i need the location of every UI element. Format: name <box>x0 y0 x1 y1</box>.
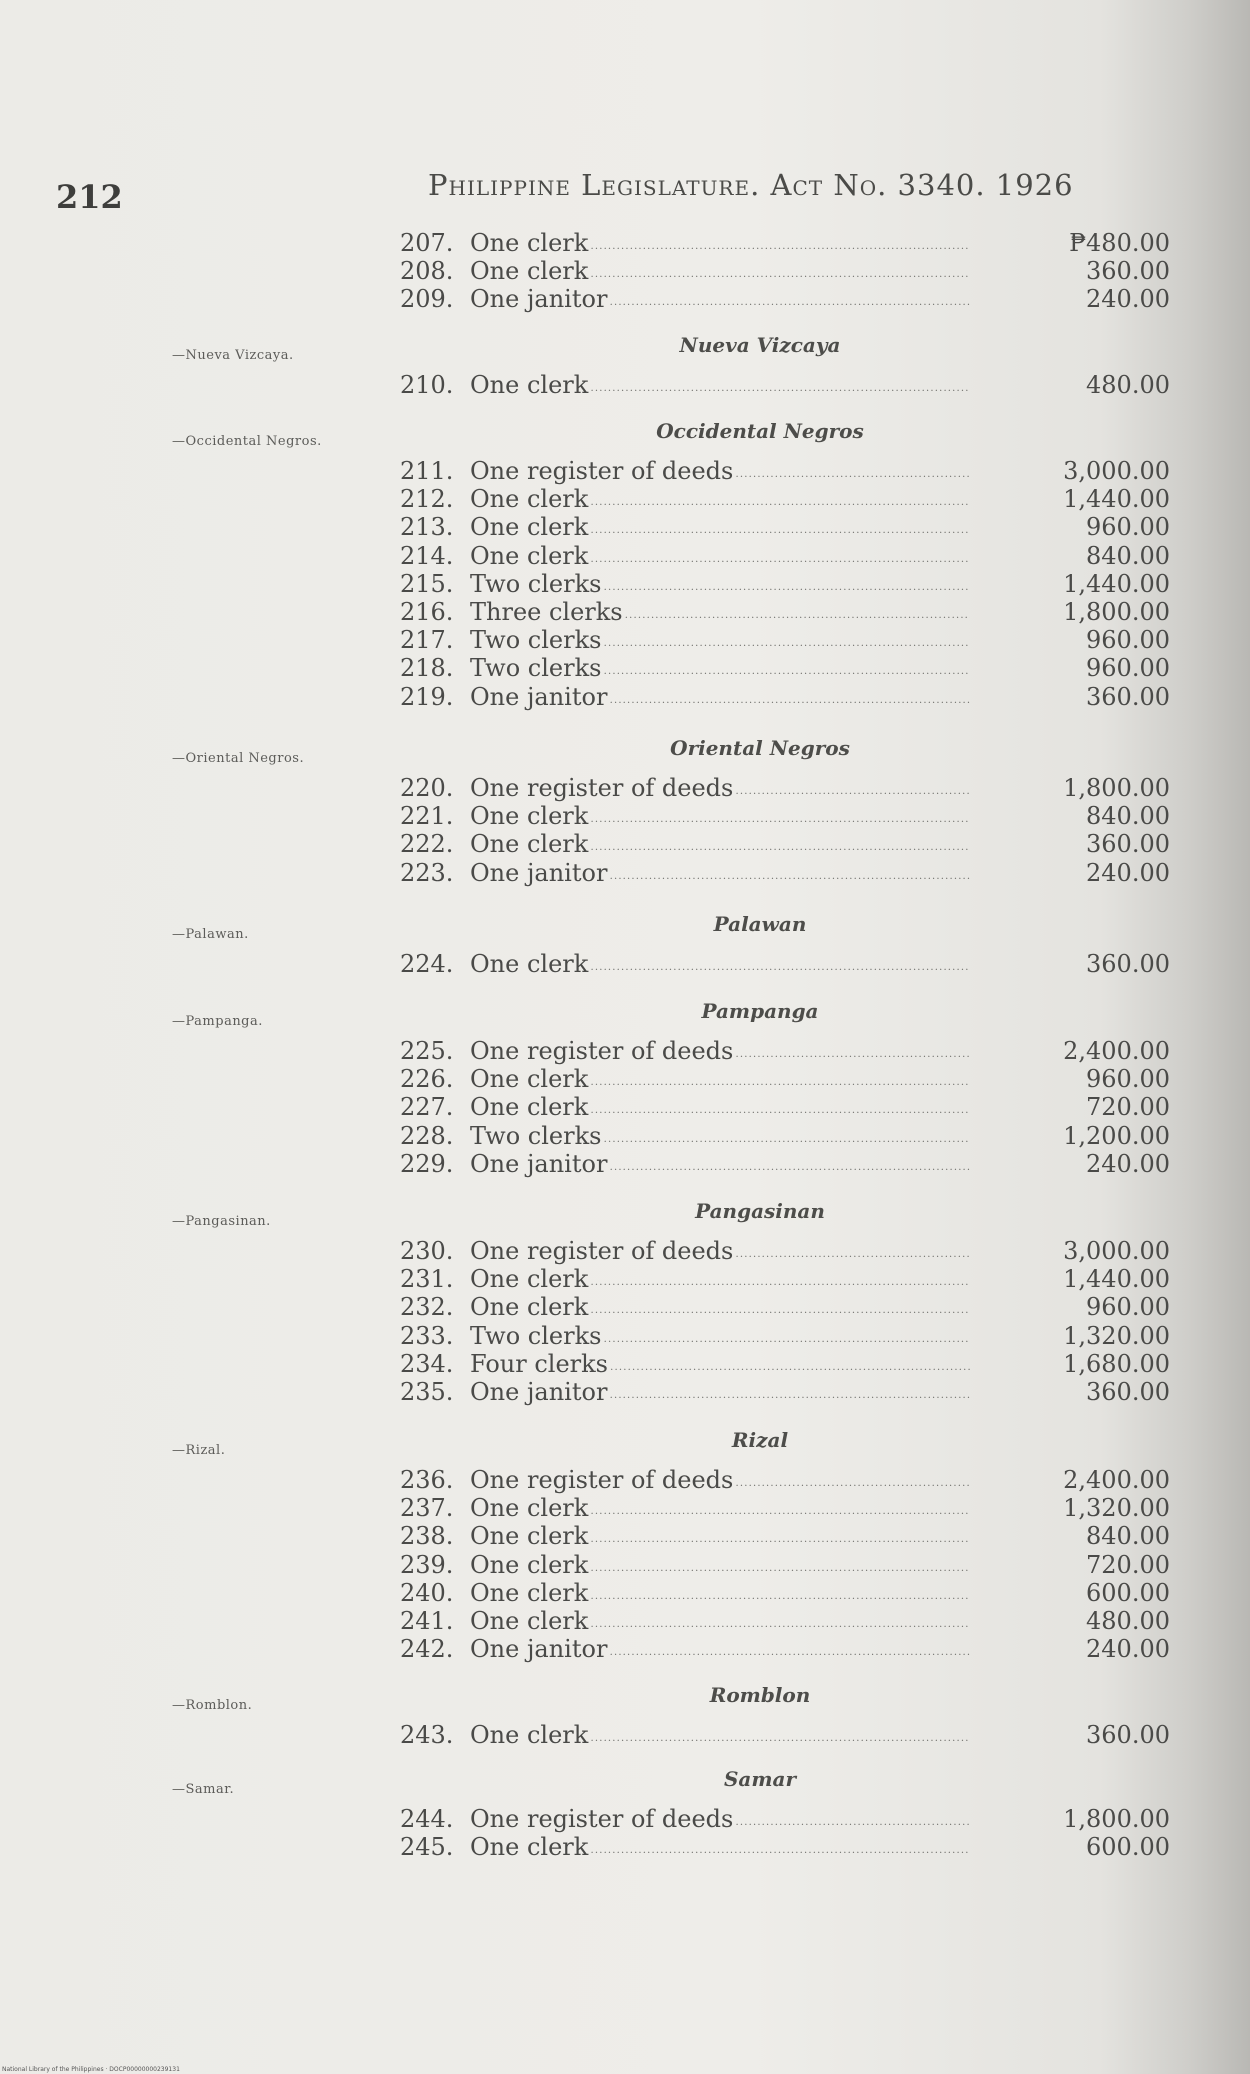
item-amount: 1,680.00 <box>1063 1349 1170 1378</box>
section-heading: Pampanga <box>701 999 819 1023</box>
line-item <box>400 830 1170 858</box>
line-item <box>400 1293 1170 1321</box>
item-number: 223. <box>400 858 454 887</box>
item-amount: 1,440.00 <box>1063 569 1170 598</box>
line-item <box>400 1466 1170 1494</box>
margin-note: —Samar. <box>172 1782 235 1797</box>
line-item <box>400 1350 1170 1378</box>
item-description: Two clerks . . . <box>470 570 970 602</box>
line-item <box>400 1378 1170 1406</box>
item-description: Two clerks . . . <box>470 654 970 686</box>
item-amount: 840.00 <box>1086 541 1170 570</box>
item-description: Three clerks . . . <box>470 598 970 630</box>
line-item <box>400 513 1170 541</box>
line-item <box>400 950 1170 978</box>
item-amount: 2,400.00 <box>1063 1037 1170 1065</box>
item-amount: 600.00 <box>1086 1578 1170 1607</box>
item-amount: 1,800.00 <box>1063 774 1170 802</box>
item-number: 224. <box>400 950 454 978</box>
item-number: 243. <box>400 1721 454 1749</box>
item-description: One clerk . . . <box>470 1494 970 1526</box>
item-number: 225. <box>400 1037 454 1065</box>
item-description: One clerk . . . <box>470 1293 970 1325</box>
line-item <box>400 598 1170 626</box>
item-description: Two clerks . . . <box>470 626 970 658</box>
item-description: One clerk . . . <box>470 371 970 403</box>
item-amount: 600.00 <box>1086 1833 1170 1862</box>
item-description: One clerk . . . <box>470 1833 970 1865</box>
item-number: 239. <box>400 1550 454 1579</box>
item-number: 240. <box>400 1578 454 1607</box>
item-number: 226. <box>400 1065 454 1094</box>
item-number: 238. <box>400 1522 454 1551</box>
item-number: 236. <box>400 1466 454 1494</box>
item-number: 237. <box>400 1494 454 1523</box>
item-description: One register of deeds . . . <box>470 457 970 489</box>
item-number: 218. <box>400 654 454 683</box>
margin-note: —Rizal. <box>172 1443 226 1458</box>
item-amount: 840.00 <box>1086 802 1170 831</box>
line-item <box>400 229 1170 257</box>
item-amount: 960.00 <box>1086 1293 1170 1322</box>
section-heading: Pangasinan <box>695 1199 825 1223</box>
line-item <box>400 654 1170 682</box>
line-item <box>400 1037 1170 1065</box>
item-amount: ₱480.00 <box>1069 229 1170 257</box>
item-description: One janitor . . . <box>470 1150 970 1182</box>
item-description: One clerk . . . <box>470 485 970 517</box>
item-description: One clerk . . . <box>470 830 970 862</box>
item-amount: 3,000.00 <box>1063 457 1170 485</box>
item-amount: 960.00 <box>1086 626 1170 655</box>
item-amount: 1,440.00 <box>1063 1265 1170 1294</box>
item-amount: 240.00 <box>1086 858 1170 887</box>
item-description: One clerk . . . <box>470 1522 970 1554</box>
scan-credit: National Library of the Philippines · DOCP00000000239131 <box>2 2066 180 2073</box>
item-amount: 1,800.00 <box>1063 598 1170 626</box>
item-description: One janitor . . . <box>470 1378 970 1410</box>
section-heading: Rizal <box>731 1428 789 1452</box>
item-description: One clerk . . . <box>470 542 970 574</box>
item-number: 212. <box>400 485 454 514</box>
item-description: One register of deeds . . . <box>470 1466 970 1498</box>
line-item <box>400 542 1170 570</box>
item-number: 211. <box>400 457 454 485</box>
item-amount: 720.00 <box>1086 1550 1170 1579</box>
item-amount: 720.00 <box>1086 1093 1170 1122</box>
line-item <box>400 859 1170 887</box>
running-head <box>428 168 1074 202</box>
page-number: 212 <box>56 178 123 216</box>
item-number: 230. <box>400 1237 454 1265</box>
item-number: 215. <box>400 569 454 598</box>
line-item <box>400 802 1170 830</box>
section-heading: Occidental Negros <box>656 419 864 443</box>
line-item <box>400 774 1170 802</box>
item-number: 222. <box>400 830 454 859</box>
item-amount: 360.00 <box>1086 1378 1170 1406</box>
item-amount: 1,200.00 <box>1063 1121 1170 1150</box>
item-number: 242. <box>400 1635 454 1664</box>
line-item <box>400 1494 1170 1522</box>
item-number: 217. <box>400 626 454 655</box>
item-description: One clerk . . . <box>470 257 970 289</box>
item-amount: 240.00 <box>1086 285 1170 314</box>
item-description: One clerk . . . <box>470 1065 970 1097</box>
item-number: 209. <box>400 285 454 314</box>
item-description: One clerk . . . <box>470 1265 970 1297</box>
item-amount: 960.00 <box>1086 654 1170 683</box>
item-number: 210. <box>400 371 454 399</box>
item-number: 219. <box>400 682 454 711</box>
section-heading: Oriental Negros <box>670 736 850 760</box>
item-description: Two clerks . . . <box>470 1322 970 1354</box>
line-item <box>400 1265 1170 1293</box>
item-amount: 960.00 <box>1086 1065 1170 1094</box>
margin-note: —Romblon. <box>172 1698 253 1713</box>
item-amount: 3,000.00 <box>1063 1237 1170 1265</box>
item-description: One register of deeds . . . <box>470 774 970 806</box>
item-description: One clerk . . . <box>470 1579 970 1611</box>
margin-note: —Nueva Vizcaya. <box>172 348 294 363</box>
line-item <box>400 570 1170 598</box>
item-description: One janitor . . . <box>470 683 970 715</box>
item-number: 234. <box>400 1349 454 1378</box>
margin-note: —Palawan. <box>172 927 249 942</box>
item-number: 232. <box>400 1293 454 1322</box>
line-item <box>400 1805 1170 1833</box>
line-item <box>400 485 1170 513</box>
margin-note: —Pangasinan. <box>172 1214 271 1229</box>
item-amount: 240.00 <box>1086 1635 1170 1664</box>
item-amount: 360.00 <box>1086 830 1170 859</box>
item-description: One clerk . . . <box>470 802 970 834</box>
line-item <box>400 1579 1170 1607</box>
item-description: One janitor . . . <box>470 285 970 317</box>
item-amount: 360.00 <box>1086 1721 1170 1749</box>
line-item <box>400 1150 1170 1178</box>
running-head-text: Philippine Legislature. Act No. 3340. 1926 <box>428 168 1074 202</box>
item-description: One janitor . . . <box>470 1635 970 1667</box>
margin-note: —Pampanga. <box>172 1014 263 1029</box>
item-number: 231. <box>400 1265 454 1294</box>
item-number: 208. <box>400 257 454 286</box>
item-description: One clerk . . . <box>470 1551 970 1583</box>
item-number: 241. <box>400 1607 454 1635</box>
line-item <box>400 1635 1170 1663</box>
item-amount: 480.00 <box>1086 371 1170 399</box>
section-heading: Palawan <box>713 912 807 936</box>
margin-note: —Occidental Negros. <box>172 434 322 449</box>
item-number: 220. <box>400 774 454 802</box>
item-number: 216. <box>400 598 454 626</box>
item-amount: 840.00 <box>1086 1522 1170 1551</box>
line-item <box>400 1522 1170 1550</box>
item-description: One janitor . . . <box>470 859 970 891</box>
item-description: One clerk . . . <box>470 1721 970 1753</box>
item-amount: 1,320.00 <box>1063 1321 1170 1350</box>
item-number: 207. <box>400 229 454 257</box>
item-number: 228. <box>400 1121 454 1150</box>
item-number: 213. <box>400 513 454 542</box>
item-description: One register of deeds . . . <box>470 1237 970 1269</box>
item-amount: 360.00 <box>1086 950 1170 978</box>
line-item <box>400 371 1170 399</box>
item-description: One clerk . . . <box>470 1093 970 1125</box>
line-item <box>400 1607 1170 1635</box>
item-amount: 960.00 <box>1086 513 1170 542</box>
item-amount: 1,320.00 <box>1063 1494 1170 1523</box>
item-number: 227. <box>400 1093 454 1122</box>
item-amount: 360.00 <box>1086 257 1170 286</box>
line-item <box>400 1237 1170 1265</box>
item-amount: 1,440.00 <box>1063 485 1170 514</box>
item-number: 235. <box>400 1378 454 1406</box>
line-item <box>400 1065 1170 1093</box>
section-heading: Samar <box>723 1767 797 1791</box>
item-description: One register of deeds . . . <box>470 1037 970 1069</box>
item-number: 214. <box>400 541 454 570</box>
item-description: One clerk . . . <box>470 229 970 261</box>
item-description: One clerk . . . <box>470 513 970 545</box>
item-number: 244. <box>400 1805 454 1833</box>
item-description: Two clerks . . . <box>470 1122 970 1154</box>
line-item <box>400 1122 1170 1150</box>
item-number: 245. <box>400 1833 454 1862</box>
item-description: One clerk . . . <box>470 950 970 982</box>
line-item <box>400 457 1170 485</box>
line-item <box>400 285 1170 313</box>
item-number: 233. <box>400 1321 454 1350</box>
item-amount: 360.00 <box>1086 682 1170 711</box>
item-description: Four clerks . . . <box>470 1350 970 1382</box>
item-amount: 480.00 <box>1086 1607 1170 1635</box>
line-item <box>400 257 1170 285</box>
section-heading: Romblon <box>709 1683 811 1707</box>
item-description: One register of deeds . . . <box>470 1805 970 1837</box>
line-item <box>400 1833 1170 1861</box>
item-description: One clerk . . . <box>470 1607 970 1639</box>
item-amount: 1,800.00 <box>1063 1805 1170 1833</box>
line-item <box>400 1721 1170 1749</box>
line-item <box>400 1093 1170 1121</box>
item-amount: 2,400.00 <box>1063 1466 1170 1494</box>
line-item <box>400 626 1170 654</box>
item-number: 221. <box>400 802 454 831</box>
item-number: 229. <box>400 1149 454 1178</box>
item-amount: 240.00 <box>1086 1149 1170 1178</box>
section-heading: Nueva Vizcaya <box>679 333 841 357</box>
line-item <box>400 683 1170 711</box>
line-item <box>400 1551 1170 1579</box>
line-item <box>400 1322 1170 1350</box>
margin-note: —Oriental Negros. <box>172 751 305 766</box>
